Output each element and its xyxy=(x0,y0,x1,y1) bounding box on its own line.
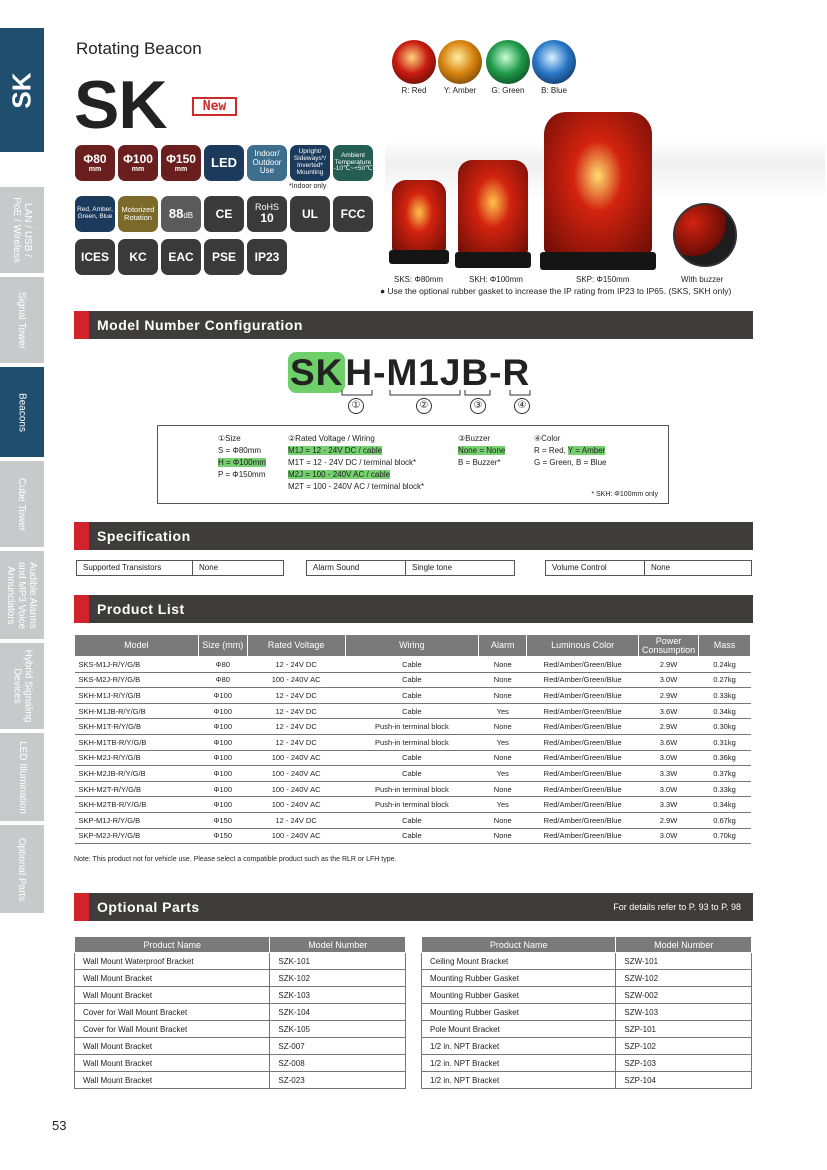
table-cell: 0.36kg xyxy=(699,750,751,766)
table-cell: SZP-102 xyxy=(616,1038,752,1055)
table-row xyxy=(75,703,751,719)
swatch-label: B: Blue xyxy=(541,86,567,95)
table-cell: Φ150 xyxy=(198,812,247,828)
table-cell: None xyxy=(479,750,527,766)
table-cell: Red/Amber/Green/Blue xyxy=(527,734,639,750)
table-cell: Φ100 xyxy=(198,703,247,719)
table-cell: 0.31kg xyxy=(699,734,751,750)
table-cell: Yes xyxy=(479,797,527,813)
eac-badge: EAC xyxy=(161,239,201,275)
table-cell: 3.6W xyxy=(639,703,699,719)
table-row xyxy=(422,987,752,1004)
table-cell: SKH-M1J-R/Y/G/B xyxy=(75,688,199,704)
tab-label: LED Illumination xyxy=(16,740,28,814)
page-reference: For details refer to P. 93 to P. 98 xyxy=(613,902,741,912)
table-cell: 1/2 in. NPT Bracket xyxy=(422,1072,616,1089)
column-header: Alarm xyxy=(479,635,527,657)
table-cell: Wall Mount Bracket xyxy=(75,1055,270,1072)
voltage-options: ②Rated Voltage / Wiring M1J = 12 - 24V DC / cable M1T = 12 - 24V DC / terminal block* M2J = 100 - 240V AC / cable M2T = 100 - 240V AC / terminal block* xyxy=(288,434,425,491)
table-cell: Yes xyxy=(479,734,527,750)
caption-skp: SKP: Φ150mm xyxy=(576,275,630,284)
table-cell: Cable xyxy=(345,750,479,766)
pse-badge: PSE xyxy=(204,239,244,275)
table-cell: Ceiling Mount Bracket xyxy=(422,953,616,970)
spec-value: None xyxy=(192,560,284,576)
caption-skh: SKH: Φ100mm xyxy=(469,275,523,284)
column-header: Wiring xyxy=(345,635,479,657)
table-cell: Cable xyxy=(345,828,479,844)
indoor-note: *Indoor only xyxy=(289,183,327,190)
table-cell: 12 - 24V DC xyxy=(247,688,345,704)
table-row xyxy=(422,1072,752,1089)
table-row xyxy=(422,970,752,987)
red-lens-swatch xyxy=(392,40,436,84)
table-cell: SZ-007 xyxy=(270,1038,406,1055)
table-cell: Φ80 xyxy=(198,657,247,673)
table-cell: 3.3W xyxy=(639,797,699,813)
table-cell: SKH-M1T-R/Y/G/B xyxy=(75,719,199,735)
optional-parts-table-left xyxy=(74,936,406,1089)
table-cell: Cover for Wall Mount Bracket xyxy=(75,1021,270,1038)
table-cell: Φ100 xyxy=(198,688,247,704)
table-cell: Mounting Rubber Gasket xyxy=(422,1004,616,1021)
table-row xyxy=(422,1021,752,1038)
swatch-label: G: Green xyxy=(491,86,525,95)
table-cell: 100 - 240V AC xyxy=(247,750,345,766)
column-header: Model Number xyxy=(270,937,406,953)
table-row xyxy=(75,657,751,673)
table-cell: SZK-102 xyxy=(270,970,406,987)
optional-parts-header xyxy=(74,893,753,921)
table-row xyxy=(75,812,751,828)
table-cell: 0.33kg xyxy=(699,781,751,797)
table-cell: Red/Amber/Green/Blue xyxy=(527,750,639,766)
table-cell: 0.30kg xyxy=(699,719,751,735)
new-badge: New xyxy=(192,97,237,116)
table-cell: 2.9W xyxy=(639,812,699,828)
table-cell: 100 - 240V AC xyxy=(247,672,345,688)
position-3-marker: ③ xyxy=(470,398,486,414)
tab-signal-tower[interactable] xyxy=(0,277,44,363)
table-cell: 0.24kg xyxy=(699,657,751,673)
green-lens-swatch xyxy=(486,40,530,84)
table-cell: Cable xyxy=(345,688,479,704)
table-cell: SZP-103 xyxy=(616,1055,752,1072)
ul-badge: UL xyxy=(290,196,330,232)
table-cell: Pole Mount Bracket xyxy=(422,1021,616,1038)
table-cell: Wall Mount Bracket xyxy=(75,970,270,987)
optional-parts-table-right xyxy=(421,936,752,1089)
page-number: 53 xyxy=(52,1118,67,1133)
table-row xyxy=(75,970,406,987)
table-cell: Push-in terminal block xyxy=(345,797,479,813)
table-cell: SZW-101 xyxy=(616,953,752,970)
table-cell: None xyxy=(479,672,527,688)
table-row xyxy=(75,1004,406,1021)
tab-current-label: SK xyxy=(6,71,37,109)
table-header-row xyxy=(75,635,751,657)
table-row xyxy=(75,734,751,750)
beacon-sks-base xyxy=(389,250,449,264)
table-row xyxy=(75,781,751,797)
table-row xyxy=(75,1055,406,1072)
table-cell: 0.34kg xyxy=(699,797,751,813)
table-cell: Cable xyxy=(345,812,479,828)
table-cell: SZK-103 xyxy=(270,987,406,1004)
mounting-badge: Upright/ Sideways*/ Inverted* Mounting xyxy=(290,145,330,181)
table-cell: Wall Mount Bracket xyxy=(75,1038,270,1055)
table-cell: Cover for Wall Mount Bracket xyxy=(75,1004,270,1021)
ip23-badge: IP23 xyxy=(247,239,287,275)
table-cell: None xyxy=(479,719,527,735)
table-cell: None xyxy=(479,812,527,828)
table-cell: Wall Mount Bracket xyxy=(75,1072,270,1089)
table-row xyxy=(75,1072,406,1089)
model-code-brackets xyxy=(340,390,540,402)
table-cell: SKS-M2J-R/Y/G/B xyxy=(75,672,199,688)
table-cell: SKP-M2J-R/Y/G/B xyxy=(75,828,199,844)
temperature-badge: Ambient Temperature -10℃~+50℃ xyxy=(333,145,373,181)
table-cell: 100 - 240V AC xyxy=(247,828,345,844)
table-row xyxy=(422,1055,752,1072)
column-header: Rated Voltage xyxy=(247,635,345,657)
ices-badge: ICES xyxy=(75,239,115,275)
table-row xyxy=(75,1038,406,1055)
table-cell: 3.0W xyxy=(639,672,699,688)
column-header: Model Number xyxy=(616,937,752,953)
tab-label: Signal Tower xyxy=(16,291,28,349)
table-cell: Push-in terminal block xyxy=(345,734,479,750)
section-title: Model Number Configuration xyxy=(97,317,303,333)
table-cell: 0.27kg xyxy=(699,672,751,688)
indoor-outdoor-badge: Indoor/ Outdoor Use xyxy=(247,145,287,181)
beacon-skh-base xyxy=(455,252,531,268)
column-header: Power Consumption xyxy=(639,635,699,657)
table-cell: Red/Amber/Green/Blue xyxy=(527,672,639,688)
column-header: Mass xyxy=(699,635,751,657)
tab-label: Hybrid Signaling Devices xyxy=(11,649,34,723)
table-cell: 0.70kg xyxy=(699,828,751,844)
model-code xyxy=(288,352,530,394)
table-cell: SZW-102 xyxy=(616,970,752,987)
series-title: SK xyxy=(74,67,167,143)
table-cell: Red/Amber/Green/Blue xyxy=(527,812,639,828)
table-cell: SKH-M2J-R/Y/G/B xyxy=(75,750,199,766)
table-cell: Yes xyxy=(479,766,527,782)
table-cell: SKS-M1J-R/Y/G/B xyxy=(75,657,199,673)
gasket-note: ● Use the optional rubber gasket to increase the IP rating from IP23 to IP65. (SKS, SKH only) xyxy=(380,286,732,296)
table-cell: 1/2 in. NPT Bracket xyxy=(422,1055,616,1072)
size-options: ①Size S = Φ80mm H = Φ100mm P = Φ150mm xyxy=(218,434,266,479)
table-cell: Φ100 xyxy=(198,766,247,782)
table-row xyxy=(75,688,751,704)
fcc-badge: FCC xyxy=(333,196,373,232)
table-cell: Red/Amber/Green/Blue xyxy=(527,719,639,735)
section-title: Product List xyxy=(97,601,185,617)
table-cell: 3.3W xyxy=(639,766,699,782)
tab-hybrid-signaling[interactable] xyxy=(0,643,44,729)
product-note: Note: This product not for vehicle use. Please select a compatible product such as the RLR or LFH type. xyxy=(74,856,397,863)
table-cell: Red/Amber/Green/Blue xyxy=(527,657,639,673)
table-cell: Φ100 xyxy=(198,797,247,813)
spec-label: Supported Transistors xyxy=(76,560,193,576)
swatch-label: R: Red xyxy=(401,86,427,95)
table-cell: SZP-101 xyxy=(616,1021,752,1038)
tab-beacons[interactable] xyxy=(0,367,44,457)
spec-value: Single tone xyxy=(405,560,515,576)
tab-label: Optional Parts xyxy=(16,837,28,901)
table-cell: Red/Amber/Green/Blue xyxy=(527,828,639,844)
colors-badge: Red, Amber, Green, Blue xyxy=(75,196,115,232)
table-header-row xyxy=(422,937,752,953)
position-2-marker: ② xyxy=(416,398,432,414)
table-cell: None xyxy=(479,781,527,797)
table-cell: None xyxy=(479,828,527,844)
table-cell: 12 - 24V DC xyxy=(247,657,345,673)
beacon-sks-photo xyxy=(392,180,446,252)
table-cell: SZ-008 xyxy=(270,1055,406,1072)
model-code-series: SK xyxy=(290,352,344,393)
size-80-badge: Φ80 mm xyxy=(75,145,115,181)
decibel-badge: 88dB xyxy=(161,196,201,232)
model-config-legend xyxy=(157,425,669,504)
section-title: Specification xyxy=(97,528,191,544)
rohs-badge: RoHS 10 xyxy=(247,196,287,232)
model-config-header xyxy=(74,311,753,339)
tab-label: Audible Alarms and MP3 Voice Annunciators xyxy=(5,561,39,629)
column-header: Model xyxy=(75,635,199,657)
table-cell: 12 - 24V DC xyxy=(247,719,345,735)
table-cell: 2.9W xyxy=(639,688,699,704)
table-cell: Push-in terminal block xyxy=(345,781,479,797)
table-row xyxy=(422,1004,752,1021)
tab-label: Beacons xyxy=(16,392,28,432)
table-cell: SZK-101 xyxy=(270,953,406,970)
kc-badge: KC xyxy=(118,239,158,275)
table-row xyxy=(75,766,751,782)
table-cell: Red/Amber/Green/Blue xyxy=(527,703,639,719)
table-cell: Red/Amber/Green/Blue xyxy=(527,797,639,813)
caption-sks: SKS: Φ80mm xyxy=(394,275,444,284)
color-options: ④Color R = Red, Y = Amber G = Green, B = Blue xyxy=(534,434,607,467)
tab-current-series[interactable] xyxy=(0,28,44,152)
table-cell: Φ100 xyxy=(198,781,247,797)
tab-led-illumination[interactable] xyxy=(0,733,44,821)
config-footnote: * SKH: Φ100mm only xyxy=(591,491,658,498)
spec-label: Alarm Sound xyxy=(306,560,406,576)
column-header: Product Name xyxy=(75,937,270,953)
table-cell: SZ-023 xyxy=(270,1072,406,1089)
table-cell: SZP-104 xyxy=(616,1072,752,1089)
table-cell: Cable xyxy=(345,766,479,782)
table-cell: 0.34kg xyxy=(699,703,751,719)
product-list-header xyxy=(74,595,753,623)
table-cell: 3.0W xyxy=(639,828,699,844)
table-cell: SZW-002 xyxy=(616,987,752,1004)
specification-header xyxy=(74,522,753,550)
table-cell: Φ100 xyxy=(198,719,247,735)
caption-buzzer: With buzzer xyxy=(681,275,724,284)
size-150-badge: Φ150 mm xyxy=(161,145,201,181)
table-row xyxy=(422,1038,752,1055)
column-header: Size (mm) xyxy=(198,635,247,657)
table-row xyxy=(75,719,751,735)
amber-lens-swatch xyxy=(438,40,482,84)
table-header-row xyxy=(75,937,406,953)
column-header: Product Name xyxy=(422,937,616,953)
table-row xyxy=(75,987,406,1004)
table-cell: Cable xyxy=(345,703,479,719)
table-cell: 3.0W xyxy=(639,781,699,797)
table-row xyxy=(75,672,751,688)
led-badge: LED xyxy=(204,145,244,181)
table-cell: Cable xyxy=(345,672,479,688)
table-cell: SKH-M2TB-R/Y/G/B xyxy=(75,797,199,813)
swatch-label: Y: Amber xyxy=(443,86,477,95)
section-title: Optional Parts xyxy=(97,899,200,915)
table-cell: 12 - 24V DC xyxy=(247,812,345,828)
table-cell: SZK-104 xyxy=(270,1004,406,1021)
table-cell: Φ100 xyxy=(198,734,247,750)
table-cell: Red/Amber/Green/Blue xyxy=(527,766,639,782)
table-cell: Yes xyxy=(479,703,527,719)
spec-value: None xyxy=(644,560,752,576)
table-cell: 2.9W xyxy=(639,657,699,673)
table-cell: 0.37kg xyxy=(699,766,751,782)
blue-lens-swatch xyxy=(532,40,576,84)
table-row xyxy=(75,953,406,970)
tab-cube-tower[interactable] xyxy=(0,461,44,547)
table-row xyxy=(75,828,751,844)
table-row xyxy=(75,1021,406,1038)
table-cell: Red/Amber/Green/Blue xyxy=(527,688,639,704)
buzzer-detail-photo xyxy=(673,203,737,267)
tab-label: Cube Tower xyxy=(16,477,28,531)
product-list-table xyxy=(74,634,751,844)
position-4-marker: ④ xyxy=(514,398,530,414)
table-cell: Mounting Rubber Gasket xyxy=(422,970,616,987)
table-cell: 1/2 in. NPT Bracket xyxy=(422,1038,616,1055)
beacon-skp-base xyxy=(540,252,656,270)
table-cell: 100 - 240V AC xyxy=(247,766,345,782)
spec-label: Volume Control xyxy=(545,560,645,576)
table-cell: SKH-M2T-R/Y/G/B xyxy=(75,781,199,797)
table-cell: SKH-M1JB-R/Y/G/B xyxy=(75,703,199,719)
model-code-rest: H-M1JB-R xyxy=(345,352,531,393)
tab-lan-usb[interactable] xyxy=(0,187,44,273)
rotation-badge: Motorized Rotation xyxy=(118,196,158,232)
table-cell: Wall Mount Waterproof Bracket xyxy=(75,953,270,970)
table-cell: None xyxy=(479,688,527,704)
table-cell: Cable xyxy=(345,657,479,673)
table-cell: Φ100 xyxy=(198,750,247,766)
table-cell: 3.0W xyxy=(639,750,699,766)
table-cell: Mounting Rubber Gasket xyxy=(422,987,616,1004)
table-cell: Φ150 xyxy=(198,828,247,844)
beacon-skh-photo xyxy=(458,160,528,254)
column-header: Luminous Color xyxy=(527,635,639,657)
table-cell: 100 - 240V AC xyxy=(247,797,345,813)
table-row xyxy=(75,797,751,813)
table-cell: SZK-105 xyxy=(270,1021,406,1038)
table-cell: Push-in terminal block xyxy=(345,719,479,735)
beacon-skp-photo xyxy=(544,112,652,254)
table-cell: 12 - 24V DC xyxy=(247,734,345,750)
buzzer-options: ③Buzzer None = None B = Buzzer* xyxy=(458,434,506,467)
tab-audible-alarms[interactable] xyxy=(0,551,44,639)
table-row xyxy=(422,953,752,970)
table-cell: SZW-103 xyxy=(616,1004,752,1021)
size-100-badge: Φ100 mm xyxy=(118,145,158,181)
table-cell: Φ80 xyxy=(198,672,247,688)
table-cell: 3.6W xyxy=(639,734,699,750)
table-cell: SKH-M1TB-R/Y/G/B xyxy=(75,734,199,750)
table-cell: None xyxy=(479,657,527,673)
table-cell: 12 - 24V DC xyxy=(247,703,345,719)
table-cell: 0.67kg xyxy=(699,812,751,828)
category-title: Rotating Beacon xyxy=(76,39,202,58)
tab-optional-parts[interactable] xyxy=(0,825,44,913)
table-cell: 0.33kg xyxy=(699,688,751,704)
table-cell: 2.9W xyxy=(639,719,699,735)
tab-label: LAN / USB / PoE / Wireless xyxy=(11,197,34,263)
table-cell: Wall Mount Bracket xyxy=(75,987,270,1004)
table-cell: SKP-M1J-R/Y/G/B xyxy=(75,812,199,828)
ce-badge: CE xyxy=(204,196,244,232)
table-cell: SKH-M2JB-R/Y/G/B xyxy=(75,766,199,782)
table-cell: Red/Amber/Green/Blue xyxy=(527,781,639,797)
table-cell: 100 - 240V AC xyxy=(247,781,345,797)
position-1-marker: ① xyxy=(348,398,364,414)
table-row xyxy=(75,750,751,766)
